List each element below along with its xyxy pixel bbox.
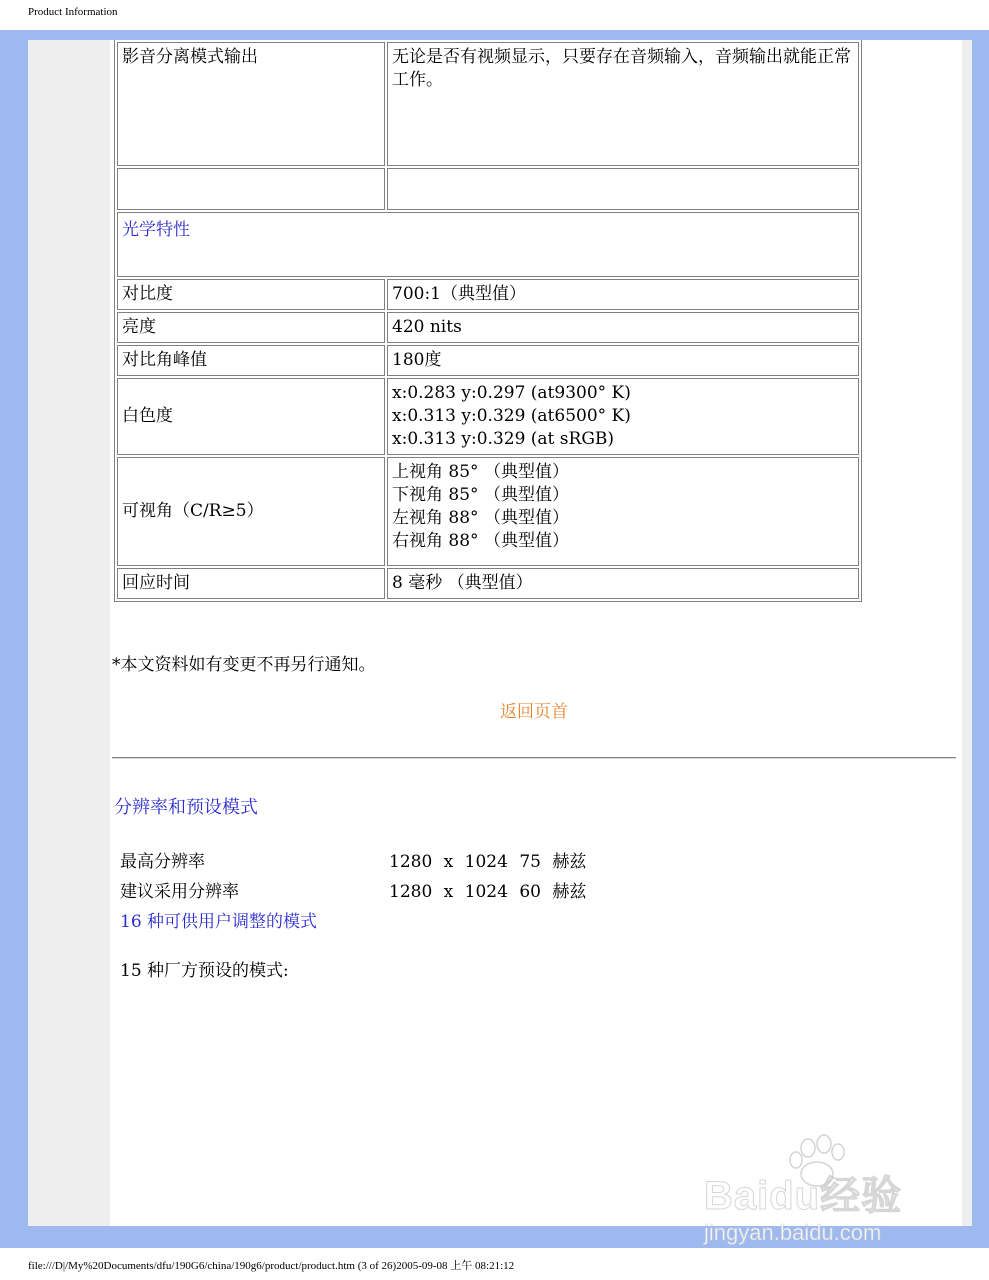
spec-row-response-time bbox=[117, 568, 859, 599]
watermark-brand: Baidu经验 bbox=[704, 1174, 903, 1218]
spec-row-brightness bbox=[117, 312, 859, 343]
optical-section-row bbox=[117, 212, 859, 277]
watermark-url: jingyan.baidu.com bbox=[704, 1220, 882, 1245]
spec-value-line: 700:1（典型值） bbox=[392, 284, 526, 304]
spec-value bbox=[387, 345, 859, 376]
optical-section-title: 光学特性 bbox=[117, 212, 859, 277]
max-resolution-label: 最高分辨率 bbox=[120, 852, 205, 872]
spec-value bbox=[387, 457, 859, 566]
factory-modes-text: 15 种厂方预设的模式: bbox=[120, 961, 289, 981]
disclaimer-note: *本文资料如有变更不再另行通知。 bbox=[112, 655, 376, 675]
recommended-resolution-label: 建议采用分辨率 bbox=[120, 882, 239, 902]
spec-table bbox=[114, 40, 862, 602]
resolution-section-title: 分辨率和预设模式 bbox=[114, 797, 258, 818]
spec-label: 亮度 bbox=[117, 312, 385, 343]
spec-value-line: x:0.313 y:0.329 (at sRGB) bbox=[392, 429, 615, 449]
spec-value-empty bbox=[387, 168, 859, 210]
spec-label: 对比度 bbox=[117, 279, 385, 310]
spec-value bbox=[387, 312, 859, 343]
spec-row-av-separation bbox=[117, 42, 859, 166]
baidu-watermark bbox=[700, 1130, 940, 1270]
spec-value-line: 下视角 85° （典型值） bbox=[392, 485, 569, 505]
spec-row-viewing-angle bbox=[117, 457, 859, 566]
spec-value bbox=[387, 378, 859, 455]
spec-value-line: 420 nits bbox=[392, 317, 462, 337]
spec-value bbox=[387, 279, 859, 310]
spec-label: 回应时间 bbox=[117, 568, 385, 599]
spec-row-white-point bbox=[117, 378, 859, 455]
right-margin bbox=[962, 40, 972, 1226]
spec-value-line: 右视角 88° （典型值） bbox=[392, 531, 569, 551]
page-header-title: Product Information bbox=[28, 6, 118, 18]
spec-label-empty bbox=[117, 168, 385, 210]
left-margin bbox=[28, 40, 110, 1226]
spec-value bbox=[387, 568, 859, 599]
spec-row-contrast-angle bbox=[117, 345, 859, 376]
back-to-top-link[interactable]: 返回页首 bbox=[500, 702, 568, 722]
spec-value: 无论是否有视频显示，只要存在音频输入，音频输出就能正常工作。 bbox=[387, 42, 859, 166]
user-modes-link[interactable]: 16 种可供用户调整的模式 bbox=[120, 912, 318, 932]
spec-value-line: x:0.313 y:0.329 (at6500° K) bbox=[392, 406, 631, 426]
section-divider bbox=[112, 757, 956, 759]
spec-value-line: 180度 bbox=[392, 350, 442, 370]
spec-label: 白色度 bbox=[117, 378, 385, 455]
spec-label: 影音分离模式输出 bbox=[117, 42, 385, 166]
spec-row-contrast bbox=[117, 279, 859, 310]
spec-value-line: 8 毫秒 （典型值） bbox=[392, 573, 533, 593]
spec-row-empty bbox=[117, 168, 859, 210]
max-resolution-value: 1280 x 1024 75 赫兹 bbox=[389, 852, 587, 872]
footer-file-path: file:///D|/My%20Documents/dfu/190G6/china/190g6/product/product.htm (3 of 26)2005-09-08 上午 08:21:12 bbox=[28, 1260, 515, 1272]
spec-value-line: 上视角 85° （典型值） bbox=[392, 462, 569, 482]
recommended-resolution-value: 1280 x 1024 60 赫兹 bbox=[389, 882, 587, 902]
spec-value-line: 左视角 88° （典型值） bbox=[392, 508, 569, 528]
spec-value-line: x:0.283 y:0.297 (at9300° K) bbox=[392, 383, 631, 403]
spec-label: 对比角峰值 bbox=[117, 345, 385, 376]
spec-label: 可视角（C/R≥5） bbox=[117, 457, 385, 566]
